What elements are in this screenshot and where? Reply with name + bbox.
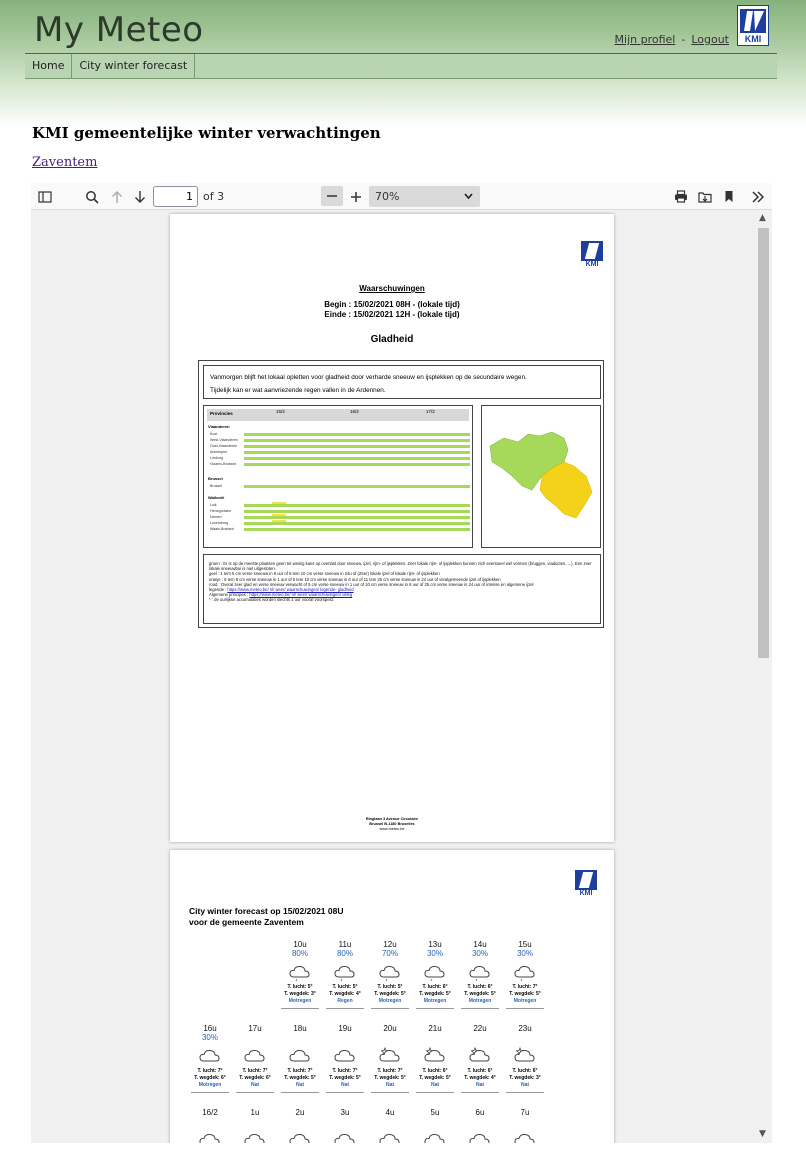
warning-end: Einde : 15/02/2021 12H - (lokale tijd) [324, 310, 460, 319]
forecast-divider [461, 1008, 499, 1009]
forecast-air-temp: T. lucht: 6° [467, 1068, 493, 1074]
warning-bar [244, 522, 470, 525]
forecast-hour: 13u [428, 940, 442, 949]
forecast-cell [279, 1024, 321, 1093]
table-day-3: 17/2 [426, 409, 435, 414]
warning-bar [244, 485, 470, 488]
forecast-divider [281, 1092, 319, 1093]
forecast-divider [416, 1008, 454, 1009]
forecast-precip-chance [279, 1033, 321, 1044]
nav-home[interactable]: Home [25, 54, 72, 78]
forecast-precip-chance [369, 1117, 411, 1128]
forecast-hour: 5u [430, 1108, 440, 1117]
province-label: Luxemburg [210, 521, 228, 525]
province-label: Oost-Vlaanderen [210, 444, 238, 448]
forecast-divider [461, 1092, 499, 1093]
belgium-map-graphic [482, 406, 600, 547]
forecast-precip-chance [459, 1117, 501, 1128]
forecast-road-temp: T. wegdek: 5° [509, 991, 541, 997]
forecast-precip-type: Motregen [288, 998, 312, 1004]
forecast-cell [324, 1108, 366, 1143]
cloud-icon [414, 962, 456, 984]
sidebar-toggle-icon[interactable] [37, 187, 53, 206]
belgium-warning-map [481, 405, 601, 548]
forecast-road-temp: T. wegdek: 5° [419, 991, 451, 997]
yellow-warning-mark [272, 514, 286, 516]
save-icon[interactable] [697, 187, 713, 206]
forecast-hour: 10u [293, 940, 307, 949]
warning-bar [244, 439, 470, 442]
forecast-divider [326, 1092, 364, 1093]
forecast-hour: 23u [518, 1024, 532, 1033]
forecast-air-temp: T. lucht: 7° [287, 1068, 313, 1074]
forecast-cell [369, 940, 411, 1009]
kmi-logo-text: KMI [585, 261, 599, 268]
forecast-precip-type: Nat [295, 1082, 305, 1088]
forecast-cell [459, 940, 501, 1009]
forecast-precip-type: Motregen [468, 998, 492, 1004]
forecast-cell [189, 1024, 231, 1093]
forecast-cell [414, 1024, 456, 1093]
forecast-hour: 7u [520, 1108, 530, 1117]
forecast-precip-type: Nat [430, 1082, 440, 1088]
forecast-cell [234, 1024, 276, 1093]
forecast-cell [459, 1108, 501, 1143]
table-day-2: 16/2 [350, 409, 359, 414]
page-heading: KMI gemeentelijke winter verwachtingen [32, 124, 381, 142]
province-label: Brussel [210, 484, 222, 488]
forecast-hour: 11u [338, 940, 352, 949]
warning-bar [244, 463, 470, 466]
forecast-air-temp: T. lucht: 6° [422, 1068, 448, 1074]
cloud-icon [369, 1130, 411, 1143]
page-count: of 3 [203, 190, 225, 203]
pdf-document-area[interactable] [31, 210, 755, 1143]
night-cloud-icon [369, 1046, 411, 1068]
warning-bar [244, 510, 470, 513]
forecast-hour: 17u [248, 1024, 262, 1033]
forecast-air-temp: T. lucht: 6° [467, 984, 493, 990]
address-line: Brussel B-1180 Bruxelles [369, 822, 415, 826]
forecast-cell [324, 1024, 366, 1093]
province-label: Vlaams-Brabant [210, 462, 236, 466]
forecast-precip-type: Motregen [378, 998, 402, 1004]
forecast-hour: 6u [475, 1108, 485, 1117]
forecast-precip-chance: 30% [426, 949, 443, 958]
province-label: Antwerpen [210, 450, 228, 454]
forecast-precip-type: Nat [340, 1082, 350, 1088]
forecast-road-temp: T. wegdek: 5° [329, 1075, 361, 1081]
logout-link[interactable]: Logout [691, 33, 729, 46]
forecast-road-temp: T. wegdek: 5° [374, 1075, 406, 1081]
forecast-precip-type: Motregen [423, 998, 447, 1004]
forecast-precip-chance: 70% [381, 949, 398, 958]
warning-bar [244, 451, 470, 454]
site-header [25, 0, 777, 54]
forecast-cell [504, 1108, 546, 1143]
kmi-logo-text: KMI [744, 34, 762, 44]
forecast-hour: 16/2 [202, 1108, 218, 1117]
cloud-icon [234, 1130, 276, 1143]
forecast-cell [279, 940, 321, 1009]
municipality-link[interactable]: Zaventem [32, 155, 98, 170]
forecast-hour: 15u [518, 940, 532, 949]
province-label: Waals-Brabant [210, 527, 234, 531]
forecast-precip-chance [279, 1117, 321, 1128]
forecast-hour: 3u [340, 1108, 350, 1117]
forecast-divider [191, 1092, 229, 1093]
forecast-precip-chance [369, 1033, 411, 1044]
forecast-divider [281, 1008, 319, 1009]
forecast-precip-chance [504, 1117, 546, 1128]
legend-geel: geel : 1 tem 5 cm verse sneeuw in 6 uur of 5 tem 10 cm verse sneeuw in 24u of (Zeer) lokale ijzel of lokale rijm- of ijsplekken [209, 571, 440, 577]
pdf-page-2 [170, 850, 614, 1143]
scroll-up-icon[interactable]: ▲ [759, 213, 766, 223]
forecast-precip-type: Nat [475, 1082, 485, 1088]
forecast-hour: 16u [203, 1024, 217, 1033]
cloud-icon [504, 1130, 546, 1143]
forecast-hour: 2u [295, 1108, 305, 1117]
forecast-precip-type: Nat [520, 1082, 530, 1088]
address-website: www.meteo.be [379, 827, 405, 831]
zoom-out-button[interactable] [321, 186, 343, 206]
pdf-scrollbar[interactable] [755, 210, 772, 1143]
forecast-cell [459, 1024, 501, 1093]
search-icon[interactable] [84, 187, 100, 206]
cloud-icon [279, 1046, 321, 1068]
province-label: Luik [210, 503, 217, 507]
cloud-icon [324, 1046, 366, 1068]
forecast-divider [326, 1008, 364, 1009]
forecast-title-line-2: voor de gemeente Zaventem [189, 917, 304, 927]
forecast-hour: 1u [250, 1108, 260, 1117]
forecast-road-temp: T. wegdek: 5° [464, 991, 496, 997]
forecast-precip-type: Motregen [198, 1082, 222, 1088]
warning-subject: Gladheid [370, 334, 414, 345]
forecast-air-temp: T. lucht: 7° [332, 1068, 358, 1074]
warning-timeline-table [203, 405, 473, 548]
warning-frame [198, 360, 604, 628]
warning-begin: Begin : 15/02/2021 08H - (lokale tijd) [324, 300, 460, 309]
next-page-icon[interactable] [132, 187, 148, 206]
yellow-warning-mark [272, 502, 286, 504]
kmi-address [170, 817, 614, 832]
link-separator: - [681, 33, 686, 46]
profile-link[interactable]: Mijn profiel [614, 33, 676, 46]
night-cloud-icon [414, 1046, 456, 1068]
forecast-precip-chance [414, 1117, 456, 1128]
legend-label: legende : [209, 587, 227, 593]
forecast-precip-type: Motregen [513, 998, 537, 1004]
forecast-precip-type: Nat [250, 1082, 260, 1088]
forecast-road-temp: T. wegdek: 6° [239, 1075, 271, 1081]
forecast-cell [279, 1108, 321, 1143]
night-cloud-icon [504, 1046, 546, 1068]
forecast-precip-chance [324, 1033, 366, 1044]
address-line: Ringlaan 3 Avenue Circulaire [365, 817, 419, 821]
group-label: Brussel [208, 476, 223, 481]
forecast-cell [414, 1108, 456, 1143]
legend-oranje: oranje : 5 tem 8 cm verse sneeuw in 1 uur of 6 tem 10 cm verse sneeuw in 6 uur of 11 tem 25 cm verse sneeuw in 24 uur of veralgemeende ijzel of ijsplekken [209, 576, 501, 582]
forecast-title-line-1: City winter forecast op 15/02/2021 08U [189, 906, 344, 916]
pdf-page-1 [170, 214, 614, 842]
principles-link[interactable]: https://www.meteo.be/ nl/ weer/ waarschuwingen/ uitleg [249, 592, 353, 598]
forecast-hour: 4u [385, 1108, 395, 1117]
forecast-road-temp: T. wegdek: 5° [419, 1075, 451, 1081]
forecast-precip-type: Nat [385, 1082, 395, 1088]
forecast-precip-chance [504, 1033, 546, 1044]
warning-bar [244, 445, 470, 448]
forecast-air-temp: T. lucht: 5° [287, 984, 313, 990]
forecast-cell [414, 940, 456, 1009]
kmi-logo-mark [575, 870, 597, 890]
cloud-icon [234, 1046, 276, 1068]
user-links [615, 33, 729, 46]
group-label: Vlaanderen [208, 424, 230, 429]
warning-text-2: Tijdelijk kan er wat aanvriezende regen vallen in de Ardennen. [210, 387, 386, 394]
legend-link[interactable]: https://www.meteo.be/ nl/ weer/ waarschuwingen/ legende- gladheid [227, 587, 354, 593]
cloud-icon [189, 1130, 231, 1143]
forecast-air-temp: T. lucht: 6° [422, 984, 448, 990]
forecast-precip-chance: 30% [201, 1033, 218, 1042]
warning-title: Waarschuwingen [359, 284, 425, 293]
province-label: Limburg [210, 456, 223, 460]
forecast-title [189, 906, 344, 928]
scroll-thumb[interactable] [758, 228, 769, 658]
forecast-precip-chance [414, 1033, 456, 1044]
forecast-precip-type: Regen [337, 998, 353, 1004]
forecast-cell [369, 1108, 411, 1143]
cloud-icon [459, 962, 501, 984]
scroll-down-icon[interactable]: ▼ [759, 1129, 766, 1139]
warning-bar [244, 433, 470, 436]
forecast-precip-chance: 30% [516, 949, 533, 958]
forecast-divider [506, 1008, 544, 1009]
forecast-hour: 14u [473, 940, 487, 949]
forecast-air-temp: T. lucht: 7° [377, 1068, 403, 1074]
forecast-road-temp: T. wegdek: 5° [284, 1075, 316, 1081]
table-day-1: 15/2 [276, 409, 285, 414]
previous-page-icon[interactable] [109, 187, 125, 206]
kmi-logo[interactable] [737, 5, 769, 46]
pdf-viewer [31, 183, 772, 1143]
forecast-hour: 21u [428, 1024, 442, 1033]
forecast-cell [234, 1108, 276, 1143]
forecast-precip-chance: 80% [336, 949, 353, 958]
forecast-air-temp: T. lucht: 7° [242, 1068, 268, 1074]
cloud-icon [279, 1130, 321, 1143]
nav-city-winter-forecast[interactable]: City winter forecast [72, 54, 195, 78]
pdf-toolbar [31, 183, 772, 210]
province-label: West-Vlaanderen [210, 438, 238, 442]
forecast-divider [371, 1008, 409, 1009]
group-label: Wallonië [208, 495, 225, 500]
zoom-in-button[interactable] [347, 187, 365, 206]
forecast-divider [416, 1092, 454, 1093]
forecast-air-temp: T. lucht: 5° [332, 984, 358, 990]
forecast-divider [506, 1092, 544, 1093]
cloud-icon [189, 1046, 231, 1068]
forecast-air-temp: T. lucht: 7° [512, 984, 538, 990]
forecast-cell [504, 940, 546, 1009]
chevron-down-icon [464, 193, 473, 200]
cloud-icon [504, 962, 546, 984]
forecast-hour: 18u [293, 1024, 307, 1033]
zoom-value: 70% [375, 190, 400, 203]
principles-label: Algemene principes : [209, 592, 249, 598]
table-header-label: Provincies [210, 411, 233, 416]
forecast-road-temp: T. wegdek: 6° [194, 1075, 226, 1081]
night-cloud-icon [459, 1046, 501, 1068]
legend-groen: groen : Er is op de meeste plaatsen geen tot weinig kans op overlast door sneeuw, ijzel, rijm- of ijsplekken. Zeer lokale rijm- of ijsplekken kunnen zich eventueel wel vormen (bruggen, viaducten, ...). Een zeer lokale sneeuwbui is niet uitgesloten. [209, 561, 592, 572]
province-label: Namen [210, 515, 222, 519]
print-icon[interactable] [673, 187, 689, 206]
forecast-divider [371, 1092, 409, 1093]
legend-note: * : de uurlijkse accumulaties worden slechts 1 uur vooraf voorspeld. [209, 597, 334, 603]
forecast-precip-chance [234, 1033, 276, 1044]
kmi-logo-text: KMI [579, 890, 593, 897]
more-tools-icon[interactable] [749, 187, 767, 206]
bookmark-icon[interactable] [721, 187, 737, 206]
forecast-air-temp: T. lucht: 6° [512, 1068, 538, 1074]
forecast-air-temp: T. lucht: 5° [377, 984, 403, 990]
forecast-precip-chance [234, 1117, 276, 1128]
forecast-road-temp: T. wegdek: 5° [374, 991, 406, 997]
yellow-warning-mark [272, 520, 286, 522]
warning-bar [244, 504, 470, 507]
forecast-hour: 20u [383, 1024, 397, 1033]
forecast-cell [369, 1024, 411, 1093]
cloud-icon [324, 1130, 366, 1143]
forecast-hour: 22u [473, 1024, 487, 1033]
main-nav [25, 53, 777, 79]
warning-text-1: Vanmorgen blijft het lokaal opletten voor gladheid door verharde sneeuw en ijsplekken op de secundaire wegen. [210, 374, 527, 381]
province-label: Henegouwen [210, 509, 232, 513]
forecast-precip-chance: 30% [471, 949, 488, 958]
warning-text-box [203, 365, 601, 399]
cloud-icon [414, 1130, 456, 1143]
forecast-precip-chance [324, 1117, 366, 1128]
cloud-icon [279, 962, 321, 984]
cloud-icon [459, 1130, 501, 1143]
warning-bar [244, 528, 470, 531]
legend-rood: rood : Overal zeer glad en verse sneeuw verwacht of 5 cm verse sneeuw in 1 uur of 10 cm verse sneeuw in 6 uur of 25 cm verse sneeuw in 24 uur of intense en algemene ijzel [209, 581, 534, 587]
forecast-precip-chance: 80% [291, 949, 308, 958]
zoom-select[interactable] [369, 186, 480, 207]
forecast-road-temp: T. wegdek: 3° [284, 991, 316, 997]
forecast-cell [324, 940, 366, 1009]
cloud-icon [369, 962, 411, 984]
kmi-logo [575, 870, 597, 898]
page-number-input[interactable] [153, 186, 198, 207]
warning-bar [244, 457, 470, 460]
warning-legend [203, 554, 601, 624]
forecast-divider [236, 1092, 274, 1093]
kmi-logo [581, 241, 603, 269]
forecast-hour: 19u [338, 1024, 352, 1033]
forecast-precip-chance [459, 1033, 501, 1044]
forecast-road-temp: T. wegdek: 4° [329, 991, 361, 997]
forecast-cell [504, 1024, 546, 1093]
forecast-precip-chance [189, 1117, 231, 1128]
forecast-air-temp: T. lucht: 7° [197, 1068, 223, 1074]
cloud-icon [324, 962, 366, 984]
forecast-hour: 12u [383, 940, 397, 949]
forecast-cell [189, 1108, 231, 1143]
forecast-road-temp: T. wegdek: 4° [464, 1075, 496, 1081]
province-label: Kust [210, 432, 218, 436]
kmi-logo-mark [581, 241, 603, 261]
site-title: My Meteo [34, 10, 204, 50]
warning-bar [244, 516, 470, 519]
forecast-road-temp: T. wegdek: 3° [509, 1075, 541, 1081]
